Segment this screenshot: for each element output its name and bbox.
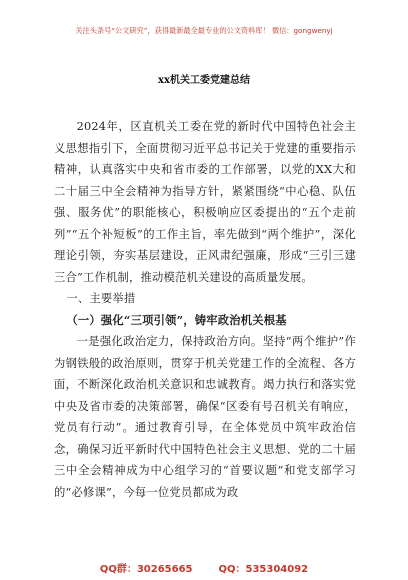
contact-footer: [0, 560, 408, 575]
qq-group-number: QQ群：30265665: [99, 564, 193, 575]
qq-number: QQ：535304092: [218, 564, 309, 575]
section-heading: 一、主要举措: [66, 292, 136, 305]
body-paragraph: 一是强化政治定力，保持政治方向。坚持“两个维护”作为钢铁般的政治原则，贯穿于机关党建工作的全流程、各方面，不断深化政治机关意识和忠诚教育。竭力执行和落实党中央及省市委的决策部署，确保“区委有号召机关有响应，党员有行动”。通过教育引导，在全体党员中筑牢政治信念，确保习近平新时代中国特色社会主义思想、党的二十届三中全会精神成为中心组学习的“首要议题”和党支部学习的“必修课”，今每一位党员都成为政: [54, 335, 356, 499]
document-body: [54, 116, 356, 503]
document-title: xx机关工委党建总结: [158, 75, 250, 86]
body-paragraph: 2024年，区直机关工委在党的新时代中国特色社会主义思想指引下，全面贯彻习近平总书记关于党建的重要指示精神，认真落实中央和省市委的工作部署，以党的XX大和二十届三中全会精神为指导方针，紧紧围绕“中心稳、队伍强、服务优”的职能核心，积极响应区委提出的“五个走前列”“五个补短板”的工作主旨，率先做到“两个维护”，深化理论引领，夯实基层建设，正风肃纪强廉，形成“三引三建三合”工作机制，推动模范机关建设的高质量发展。: [54, 120, 356, 284]
subsection-heading: （一）强化“三项引领”，铸牢政治机关根基: [66, 312, 287, 327]
promo-header: 关注头条号“公文研究”，获得最新最全最专业的公文资料库！ 微信：gongwenyj: [75, 26, 333, 35]
